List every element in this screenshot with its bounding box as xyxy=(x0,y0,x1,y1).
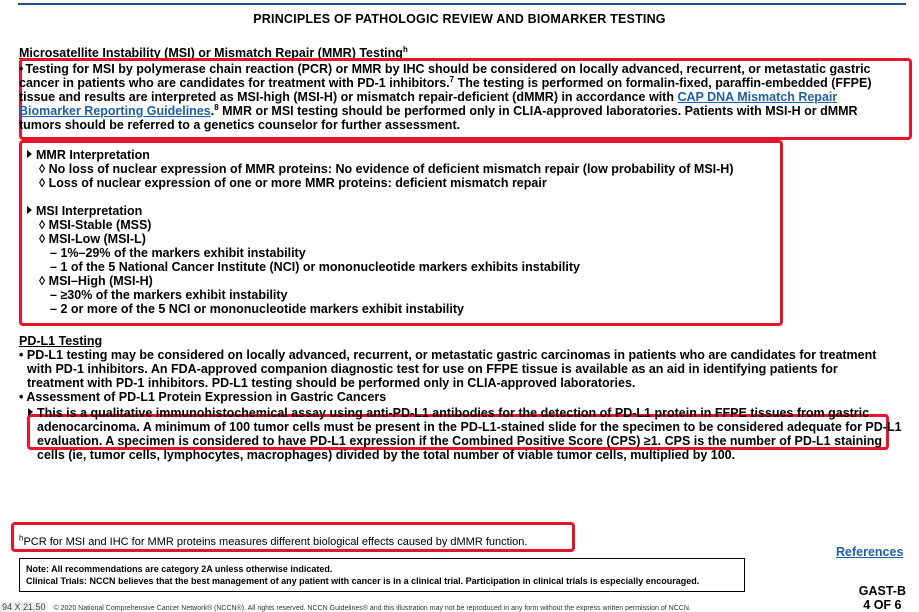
note-box: Note: All recommendations are category 2A unless otherwise indicated. Clinical Trials: NCCN believes that the best management of any patient with cancer is in a clinical trial. Participation in clinical trials is especially encouraged. xyxy=(19,558,745,592)
msi-testing-paragraph: • Testing for MSI by polymerase chain reaction (PCR) or MMR by IHC should be considered on locally advanced, recurrent, or metastatic gastric cancer in patients who are candidates for treatment with PD-1 inhibitors.$^7$ The testing is performed on formalin-fixed, paraffin-embedded (FFPE) tissue and results are interpreted as MSI-high (MSI-H) or mismatch repair-deficient (dMMR) in accordance with CAP DNA Mismatch Repair Biomarker Reporting Guidelines.$^8$ MMR or MSI testing should be performed only in CLIA-approved laboratories. Patients with MSI-H or dMMR tumors should be referred to a genetics counselor for further assessment. xyxy=(19,62,872,132)
triangle-bullet-icon xyxy=(27,150,32,158)
triangle-bullet-icon xyxy=(28,408,33,416)
mmr-interpretation: MMR Interpretation ◊ No loss of nuclear expression of MMR proteins: No evidence of deficient mismatch repair (low probability of MSI-H) ◊ Loss of nuclear expression of one or more MMR proteins: deficient mismatch repair MSI Interpretation ◊ MSI-Stable (MSS) ◊ MSI-Low (MSI-L) – 1%–29% of the markers exhibit instability – 1 of the 5 National Cancer Institute (NCI) or mononucleotide markers exhibits instability ◊ MSI–High (MSI-H) – ≥30% of the markers exhibit instability – 2 or more of the 5 NCI or mononucleotide markers exhibit instability xyxy=(27,148,777,316)
pdl1-paragraph: • PD-L1 testing may be considered on locally advanced, recurrent, or metastatic gastric carcinomas in patients who are candidates for treatment with PD-1 inhibitors. An FDA-approved companion diagnostic test for use on FFPE tissue is available as an aid in identifying patients for treatment with PD-1 inhibitors. PD-L1 testing should be performed only in CLIA-approved laboratories. • Assessment of PD-L1 Protein Expression in Gastric Cancers xyxy=(19,348,877,404)
pdl1-heading: PD-L1 Testing xyxy=(19,334,103,348)
page-title: PRINCIPLES OF PATHOLOGIC REVIEW AND BIOMARKER TESTING xyxy=(253,12,666,26)
bottom-strip xyxy=(0,602,691,612)
pdl1-assay-paragraph: This is a qualitative immunohistochemical assay using anti-PD-L1 antibodies for the detection of PD-L1 protein in FFPE tissues from gastric adenocarcinoma. A minimum of 100 tumor cells must be present in the PD-L1-stained slide for the specimen to be considered adequate for PD-L1 evaluation. A specimen is considered to have PD-L1 expression if the Combined Positive Score (CPS) ≥1. CPS is the number of PD-L1 staining cells (ie, tumor cells, lymphocytes, macrophages) divided by the total number of viable tumor cells, multiplied by 100. xyxy=(37,406,903,462)
footnote: $^h$PCR for MSI and IHC for MMR proteins measures different biological effects caused by dMMR function. xyxy=(19,533,528,548)
msi-heading: Microsatellite Instability (MSI) or Mismatch Repair (MMR) Testing$^h$ xyxy=(19,44,408,60)
page-indicator: GAST-B 4 OF 6 xyxy=(858,584,906,612)
copyright: © 2020 National Comprehensive Cancer Network® (NCCN®). All rights reserved. NCCN Guidelines® and this illustration may not be reproduced in any form without the express written permission of NCCN. xyxy=(53,605,691,612)
top-rule xyxy=(18,3,906,5)
triangle-bullet-icon xyxy=(27,206,32,214)
cap-guidelines-link[interactable]: CAP DNA Mismatch Repair Biomarker Reporting Guidelines xyxy=(19,90,838,118)
viewer-dimensions: 94 X 21.50 xyxy=(2,602,46,612)
references-link[interactable]: References xyxy=(836,545,904,559)
